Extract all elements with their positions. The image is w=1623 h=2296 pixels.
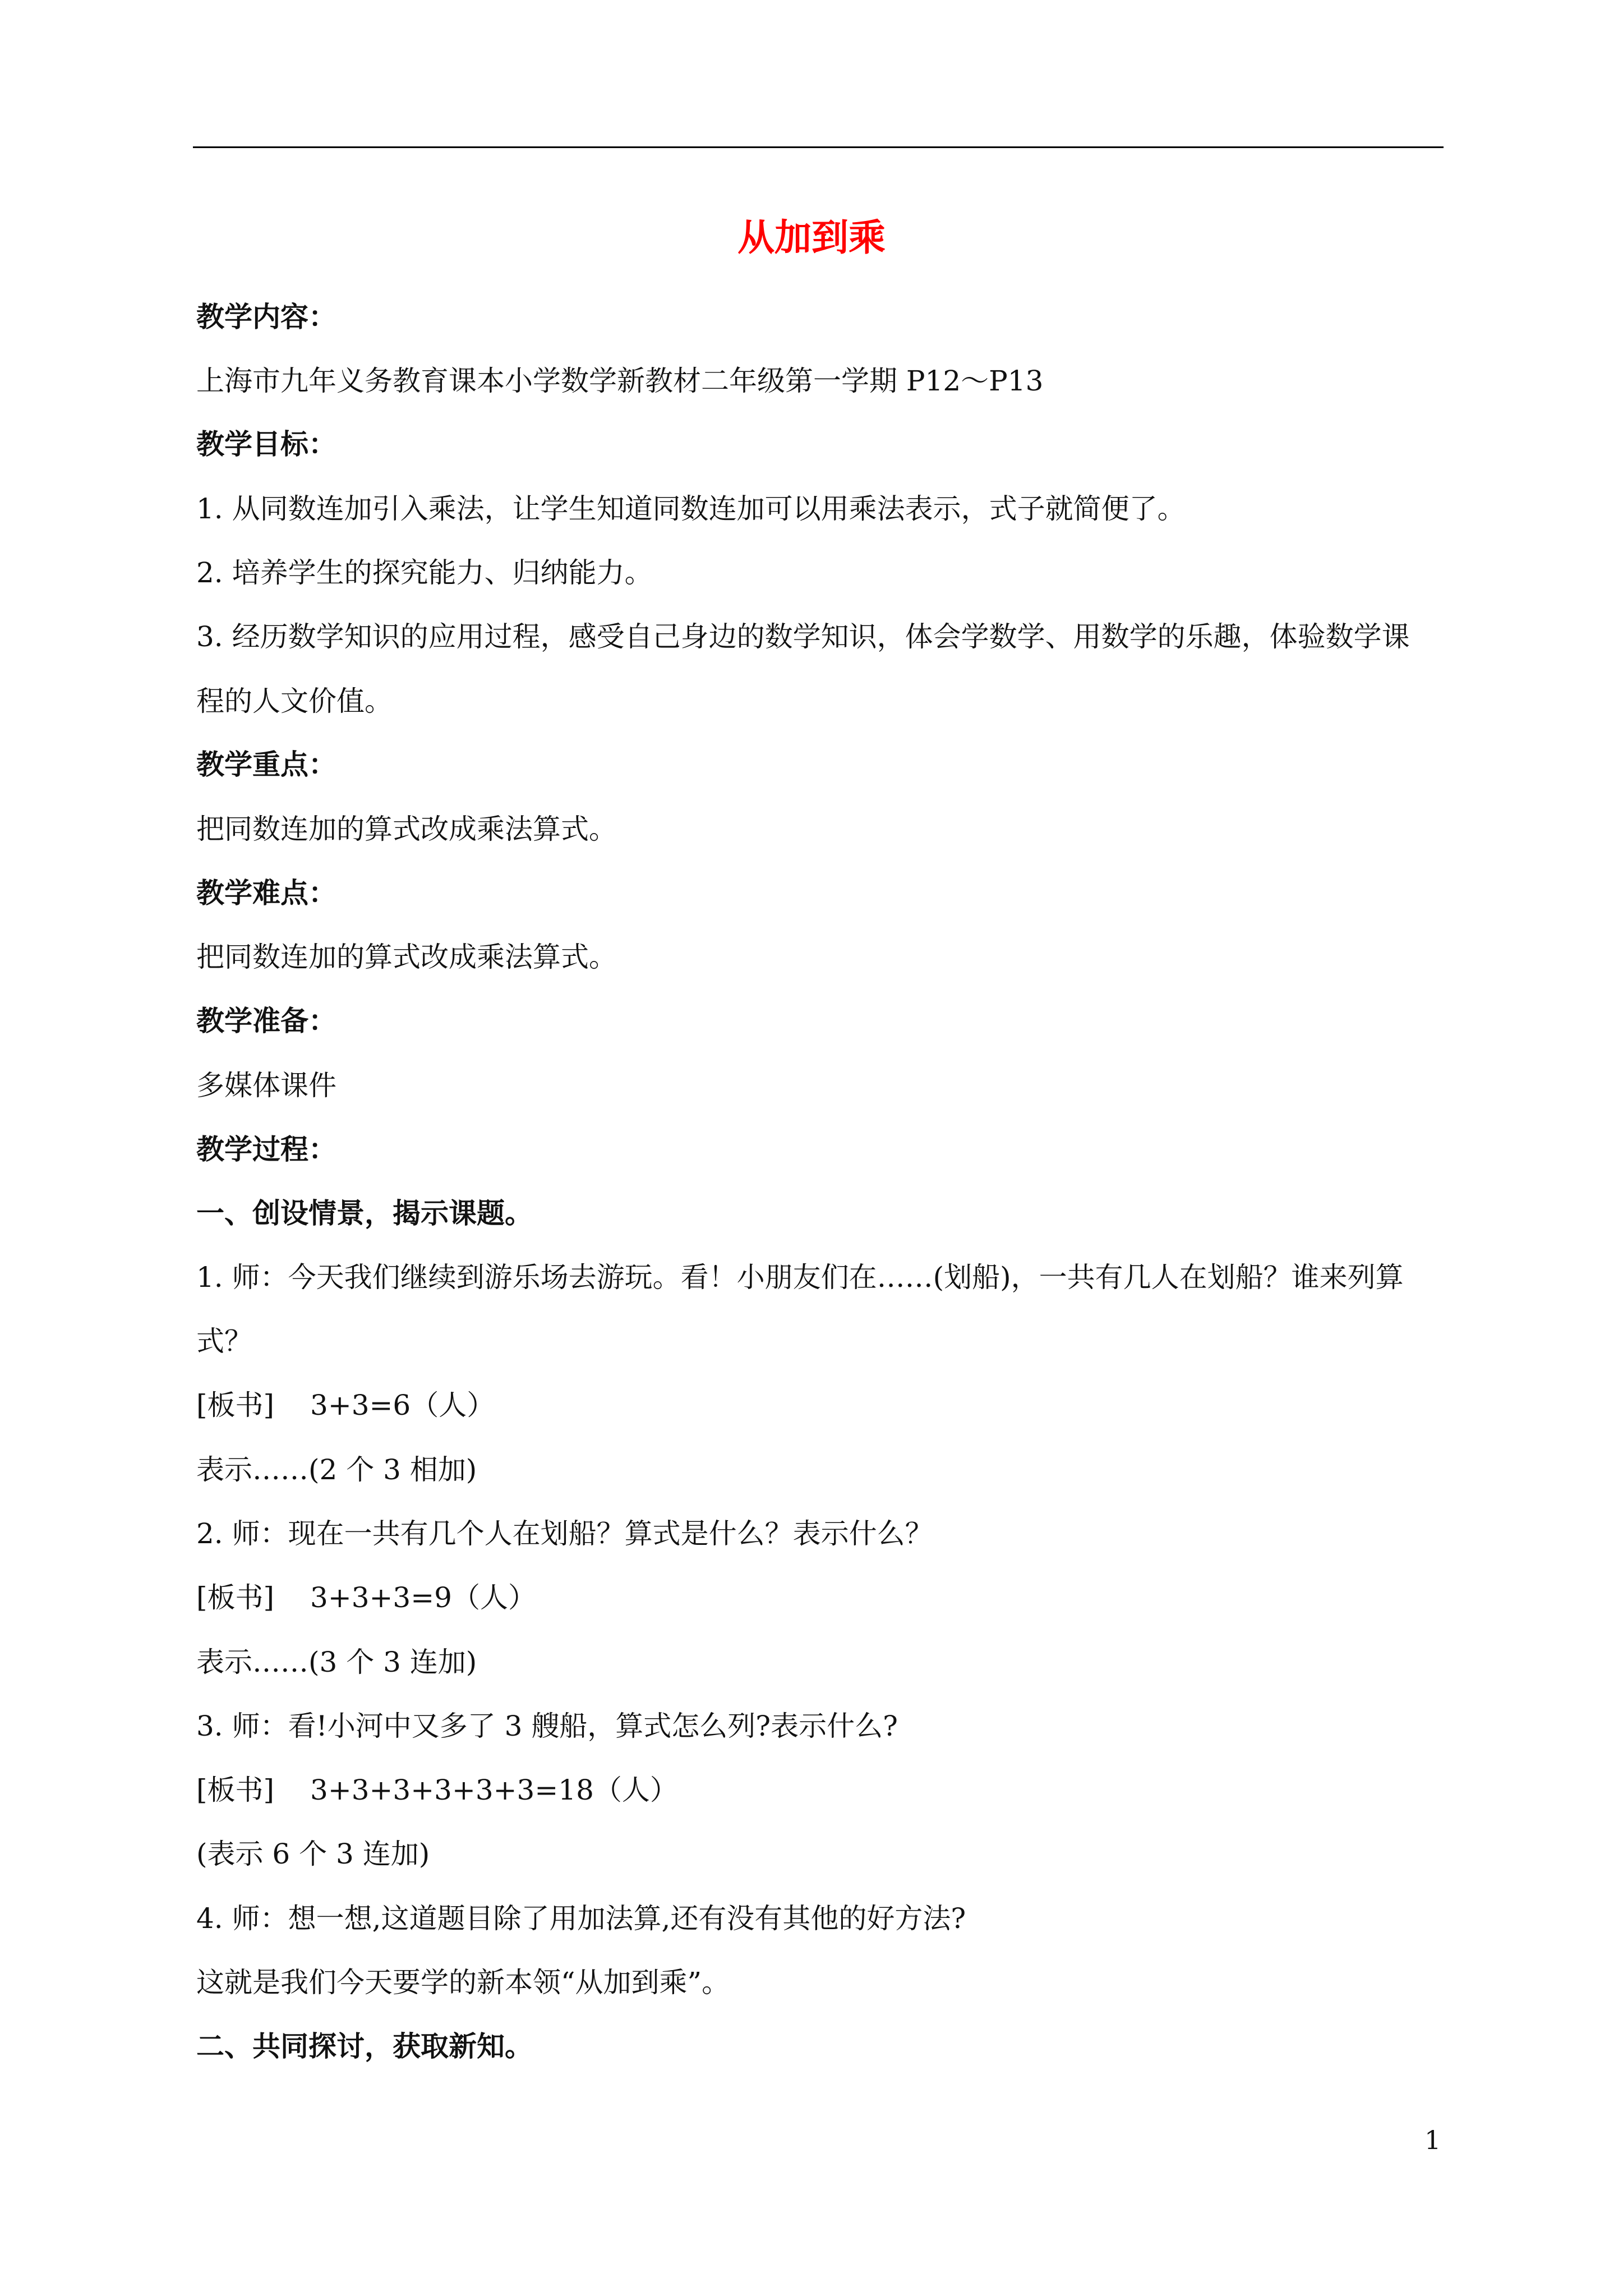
paragraph: 表示……(3 个 3 连加) bbox=[196, 1646, 477, 1678]
board-note bbox=[196, 1770, 1447, 1810]
board-note bbox=[196, 1386, 1447, 1425]
paragraph: 这就是我们今天要学的新本领“从加到乘”。 bbox=[196, 1966, 730, 1999]
board-note bbox=[196, 1578, 1447, 1617]
board-equation: 3+3=6（人） bbox=[310, 1389, 495, 1421]
section-heading: 二、共同探讨，获取新知。 bbox=[196, 2030, 533, 2063]
paragraph: 把同数连加的算式改成乘法算式。 bbox=[196, 813, 617, 845]
paragraph: 表示……(2 个 3 相加) bbox=[196, 1453, 477, 1486]
board-label: [板书] bbox=[196, 1774, 275, 1806]
heading-process: 教学过程： bbox=[196, 1133, 336, 1166]
section-heading: 一、创设情景，揭示课题。 bbox=[196, 1197, 533, 1230]
paragraph: 上海市九年义务教育课本小学数学新教材二年级第一学期 P12～P13 bbox=[196, 365, 1044, 397]
step-item: 3. 师：看!小河中又多了 3 艘船，算式怎么列?表示什么? bbox=[196, 1710, 898, 1742]
objective-item: 2. 培养学生的探究能力、归纳能力。 bbox=[196, 556, 653, 589]
step-item: 4. 师：想一想,这道题目除了用加法算,还有没有其他的好方法? bbox=[196, 1902, 966, 1935]
heading-content: 教学内容： bbox=[196, 300, 336, 333]
step-item: 2. 师：现在一共有几个人在划船？算式是什么？表示什么？ bbox=[196, 1517, 933, 1550]
paragraph: (表示 6 个 3 连加) bbox=[196, 1838, 430, 1870]
board-label: [板书] bbox=[196, 1389, 275, 1421]
header-rule bbox=[193, 146, 1444, 148]
page-number: 1 bbox=[1424, 2125, 1441, 2155]
objective-item-continuation: 程的人文价值。 bbox=[196, 685, 393, 717]
paragraph: 多媒体课件 bbox=[196, 1069, 336, 1102]
board-equation: 3+3+3+3+3+3=18（人） bbox=[310, 1774, 678, 1806]
heading-key-point: 教学重点： bbox=[196, 748, 336, 781]
paragraph: 把同数连加的算式改成乘法算式。 bbox=[196, 941, 617, 973]
board-label: [板书] bbox=[196, 1581, 275, 1614]
step-item: 1. 师：今天我们继续到游乐场去游玩。看！小朋友们在……(划船)，一共有几人在划船？谁来列算 bbox=[196, 1261, 1404, 1294]
document-title: 从加到乘 bbox=[737, 215, 886, 259]
step-item-continuation: 式？ bbox=[196, 1325, 252, 1358]
heading-difficulty: 教学难点： bbox=[196, 876, 336, 909]
heading-objectives: 教学目标： bbox=[196, 427, 336, 461]
objective-item: 3. 经历数学知识的应用过程，感受自己身边的数学知识，体会学数学、用数学的乐趣，体验数学课 bbox=[196, 620, 1410, 653]
objective-item: 1. 从同数连加引入乘法，让学生知道同数连加可以用乘法表示，式子就简便了。 bbox=[196, 493, 1186, 525]
board-equation: 3+3+3=9（人） bbox=[310, 1581, 536, 1614]
heading-preparation: 教学准备： bbox=[196, 1004, 336, 1037]
